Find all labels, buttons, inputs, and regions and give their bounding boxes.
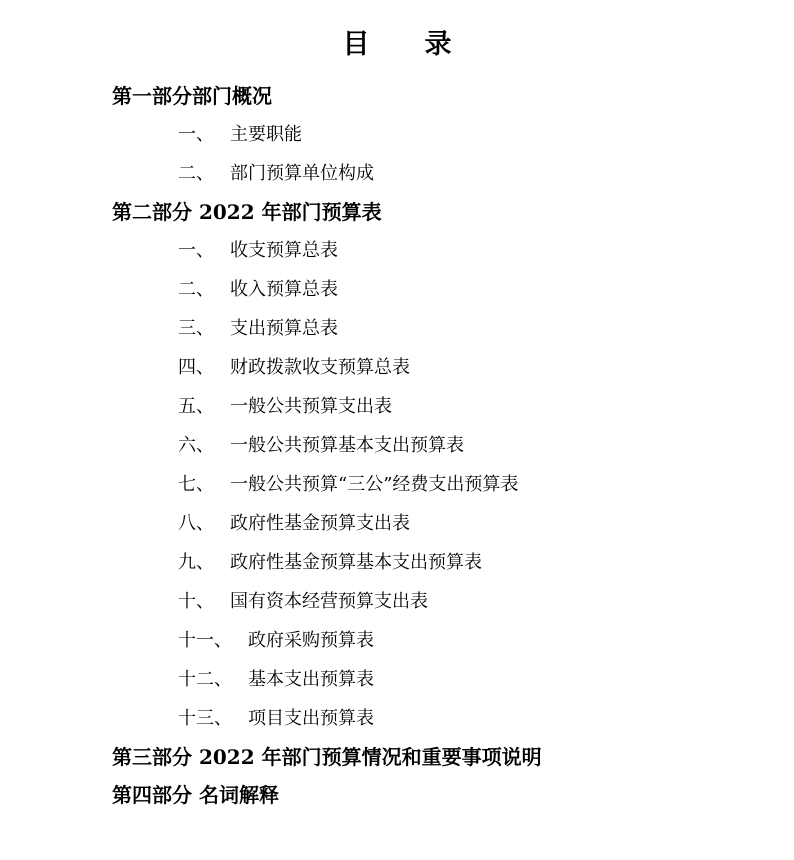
toc-entry-number: 四、: [178, 357, 214, 378]
toc-entry-number: 八、: [178, 513, 214, 534]
toc-entry-label: 项目支出预算表: [248, 708, 374, 729]
toc-entry-label: 一般公共预算“三公”经费支出预算表: [230, 474, 519, 495]
toc-entry-label: 第一部分部门概况: [112, 84, 272, 108]
toc-entry-label: 一般公共预算基本支出预算表: [230, 435, 464, 456]
toc-item-entry[interactable]: [0, 426, 794, 465]
toc-item-entry[interactable]: [0, 699, 794, 738]
toc-entry-number: 十、: [178, 591, 214, 612]
toc-item-entry[interactable]: [0, 115, 794, 154]
toc-entry-number: 二、: [178, 279, 214, 300]
toc-entry-label: 第四部分 名词解释: [112, 783, 279, 807]
toc-entry-label: 主要职能: [230, 124, 302, 145]
toc-item-entry[interactable]: [0, 348, 794, 387]
toc-part-entry[interactable]: [0, 776, 794, 814]
toc-item-entry[interactable]: [0, 504, 794, 543]
toc-entry-number: 十三、: [178, 708, 232, 729]
toc-entry-label: 政府采购预算表: [248, 630, 374, 651]
toc-item-entry[interactable]: [0, 154, 794, 193]
toc-entry-number: 十一、: [178, 630, 232, 651]
toc-entry-label: 基本支出预算表: [248, 669, 374, 690]
table-of-contents: [0, 77, 794, 814]
toc-item-entry[interactable]: [0, 387, 794, 426]
toc-item-entry[interactable]: [0, 543, 794, 582]
toc-entry-label: 一般公共预算支出表: [230, 396, 392, 417]
toc-part-entry[interactable]: [0, 77, 794, 115]
toc-entry-number: 九、: [178, 552, 214, 573]
toc-entry-label: 第三部分 2022 年部门预算情况和重要事项说明: [112, 745, 542, 769]
toc-entry-number: 十二、: [178, 669, 232, 690]
toc-entry-label: 政府性基金预算支出表: [230, 513, 410, 534]
toc-item-entry[interactable]: [0, 582, 794, 621]
toc-entry-label: 支出预算总表: [230, 318, 338, 339]
toc-entry-number: 七、: [178, 474, 214, 495]
toc-entry-label: 部门预算单位构成: [230, 163, 374, 184]
toc-entry-label: 国有资本经营预算支出表: [230, 591, 428, 612]
toc-entry-number: 一、: [178, 124, 214, 145]
toc-part-entry[interactable]: [0, 738, 794, 776]
toc-entry-number: 三、: [178, 318, 214, 339]
toc-entry-label: 收支预算总表: [230, 240, 338, 261]
toc-item-entry[interactable]: [0, 465, 794, 504]
toc-item-entry[interactable]: [0, 660, 794, 699]
toc-entry-label: 财政拨款收支预算总表: [230, 357, 410, 378]
toc-entry-number: 六、: [178, 435, 214, 456]
toc-item-entry[interactable]: [0, 309, 794, 348]
toc-item-entry[interactable]: [0, 270, 794, 309]
toc-entry-label: 政府性基金预算基本支出预算表: [230, 552, 482, 573]
page-title: 目 录: [342, 29, 466, 60]
toc-item-entry[interactable]: [0, 621, 794, 660]
toc-entry-number: 一、: [178, 240, 214, 261]
toc-entry-label: 收入预算总表: [230, 279, 338, 300]
toc-part-entry[interactable]: [0, 193, 794, 231]
toc-entry-number: 二、: [178, 163, 214, 184]
toc-item-entry[interactable]: [0, 231, 794, 270]
toc-entry-number: 五、: [178, 396, 214, 417]
toc-entry-label: 第二部分 2022 年部门预算表: [112, 200, 382, 224]
